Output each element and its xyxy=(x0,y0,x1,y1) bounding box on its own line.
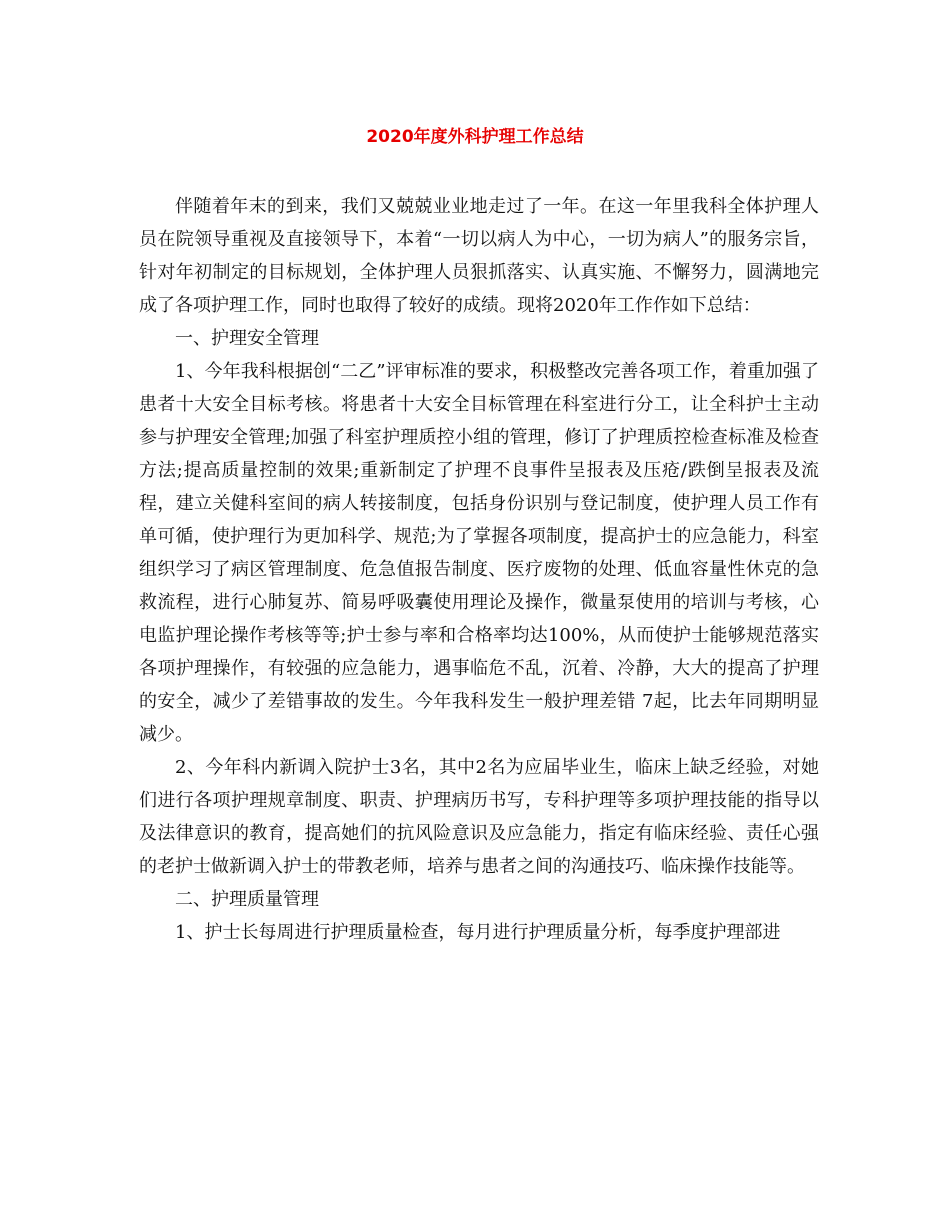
intro-paragraph: 伴随着年末的到来，我们又兢兢业业地走过了一年。在这一年里我科全体护理人员在院领导重视及直接领导下，本着“一切以病人为中心，一切为病人”的服务宗旨，针对年初制定的目标规划，全体护理人员狠抓落实、认真实施、不懈努力，圆满地完成了各项护理工作，同时也取得了较好的成绩。现将2020年工作作如下总结： xyxy=(139,196,819,316)
section-heading-quality: 二、护理质量管理 xyxy=(175,889,319,910)
document-body xyxy=(139,190,819,949)
paragraph-safety-2: 2、今年科内新调入院护士3名，其中2名为应届毕业生，临床上缺乏经验，对她们进行各项护理规章制度、职责、护理病历书写，专科护理等多项护理技能的指导以及法律意识的教育，提高她们的抗风险意识及应急能力，指定有临床经验、责任心强的老护士做新调入护士的带教老师，培养与患者之间的沟通技巧、临床操作技能等。 xyxy=(139,757,819,877)
document-title: 2020年度外科护理工作总结 xyxy=(366,127,584,147)
paragraph-safety-1: 1、今年我科根据创“二乙”评审标准的要求，积极整改完善各项工作，着重加强了患者十大安全目标考核。将患者十大安全目标管理在科室进行分工，让全科护士主动参与护理安全管理;加强了科室护理质控小组的管理，修订了护理质控检查标准及检查方法;提高质量控制的效果;重新制定了护理不良事件呈报表及压疮/跌倒呈报表及流程，建立关健科室间的病人转接制度，包括身份识别与登记制度，使护理人员工作有单可循，使护理行为更加科学、规范;为了掌握各项制度，提高护士的应急能力，科室组织学习了病区管理制度、危急值报告制度、医疗废物的处理、低血容量性休克的急救流程，进行心肺复苏、简易呼吸囊使用理论及操作，微量泵使用的培训与考核，心电监护理论操作考核等等;护士参与率和合格率均达100%，从而使护士能够规范落实各项护理操作，有较强的应急能力，遇事临危不乱，沉着、冷静，大大的提高了护理的安全，减少了差错事故的发生。今年我科发生一般护理差错 7起，比去年同期明显减少。 xyxy=(139,361,819,745)
paragraph-quality-1: 1、护士长每周进行护理质量检查，每月进行护理质量分析，每季度护理部进 xyxy=(175,922,781,943)
section-heading-safety: 一、护理安全管理 xyxy=(175,328,319,349)
